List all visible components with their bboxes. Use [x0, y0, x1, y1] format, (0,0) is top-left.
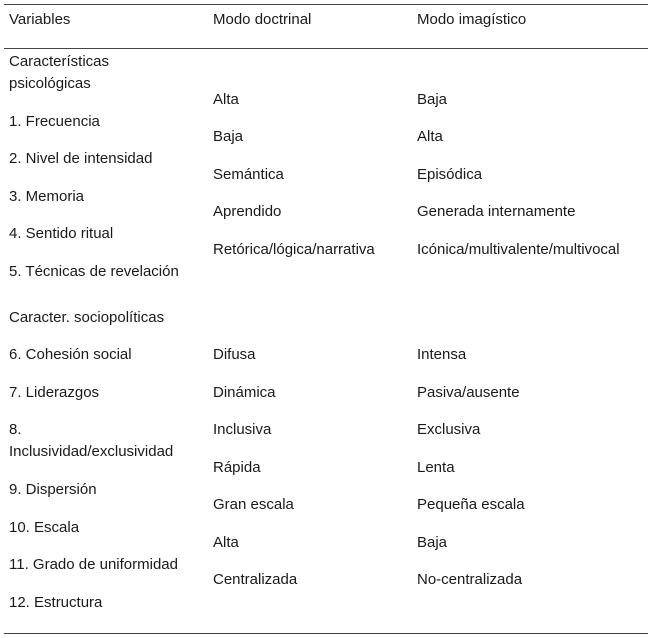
row-doctrinal: Retórica/lógica/narrativa — [213, 241, 375, 258]
row-imagistico: Pequeña escala — [417, 496, 525, 513]
header-bottom-rule — [4, 48, 648, 49]
row-variable: 1. Frecuencia — [9, 113, 100, 130]
section-title-psicologicas-line2: psicológicas — [9, 75, 91, 92]
section-title-psicologicas-line1: Características — [9, 53, 110, 70]
row-variable: 10. Escala — [9, 519, 80, 536]
row-variable: 4. Sentido ritual — [9, 225, 114, 242]
table-top-rule — [4, 4, 648, 5]
header-modo-doctrinal: Modo doctrinal — [213, 11, 312, 28]
table-bottom-rule — [4, 633, 648, 634]
row-doctrinal: Dinámica — [213, 384, 276, 401]
row-doctrinal: Difusa — [213, 346, 256, 363]
row-doctrinal: Semántica — [213, 166, 284, 183]
header-modo-imagistico: Modo imagístico — [417, 11, 527, 28]
row-imagistico: Intensa — [417, 346, 467, 363]
row-variable: 11. Grado de uniformidad — [9, 556, 178, 573]
row-doctrinal: Centralizada — [213, 571, 298, 588]
row-imagistico: Icónica/multivalente/multivocal — [417, 241, 620, 258]
row-variable: 5. Técnicas de revelación — [9, 263, 179, 280]
row-variable: 3. Memoria — [9, 188, 85, 205]
row-imagistico: No-centralizada — [417, 571, 523, 588]
section-title-sociopoliticas: Caracter. sociopolíticas — [9, 309, 165, 326]
row-imagistico: Generada internamente — [417, 203, 576, 220]
row-doctrinal: Alta — [213, 534, 239, 551]
row-imagistico: Baja — [417, 534, 448, 551]
header-variables: Variables — [9, 11, 71, 28]
row-doctrinal: Alta — [213, 91, 239, 108]
row-doctrinal: Gran escala — [213, 496, 294, 513]
row-variable: 7. Liderazgos — [9, 384, 100, 401]
row-variable: 2. Nivel de intensidad — [9, 150, 153, 167]
row-doctrinal: Baja — [213, 128, 244, 145]
row-doctrinal: Inclusiva — [213, 421, 272, 438]
row-imagistico: Lenta — [417, 459, 455, 476]
row-variable: 9. Dispersión — [9, 481, 97, 498]
row-imagistico: Exclusiva — [417, 421, 481, 438]
row-variable: 12. Estructura — [9, 594, 103, 611]
row-imagistico: Alta — [417, 128, 443, 145]
row-imagistico: Pasiva/ausente — [417, 384, 520, 401]
row-variable-line1: 8. — [9, 421, 22, 438]
row-imagistico: Episódica — [417, 166, 483, 183]
row-doctrinal: Aprendido — [213, 203, 282, 220]
row-doctrinal: Rápida — [213, 459, 261, 476]
row-imagistico: Baja — [417, 91, 448, 108]
row-variable: 6. Cohesión social — [9, 346, 132, 363]
row-variable-line2: Inclusividad/exclusividad — [9, 443, 174, 460]
